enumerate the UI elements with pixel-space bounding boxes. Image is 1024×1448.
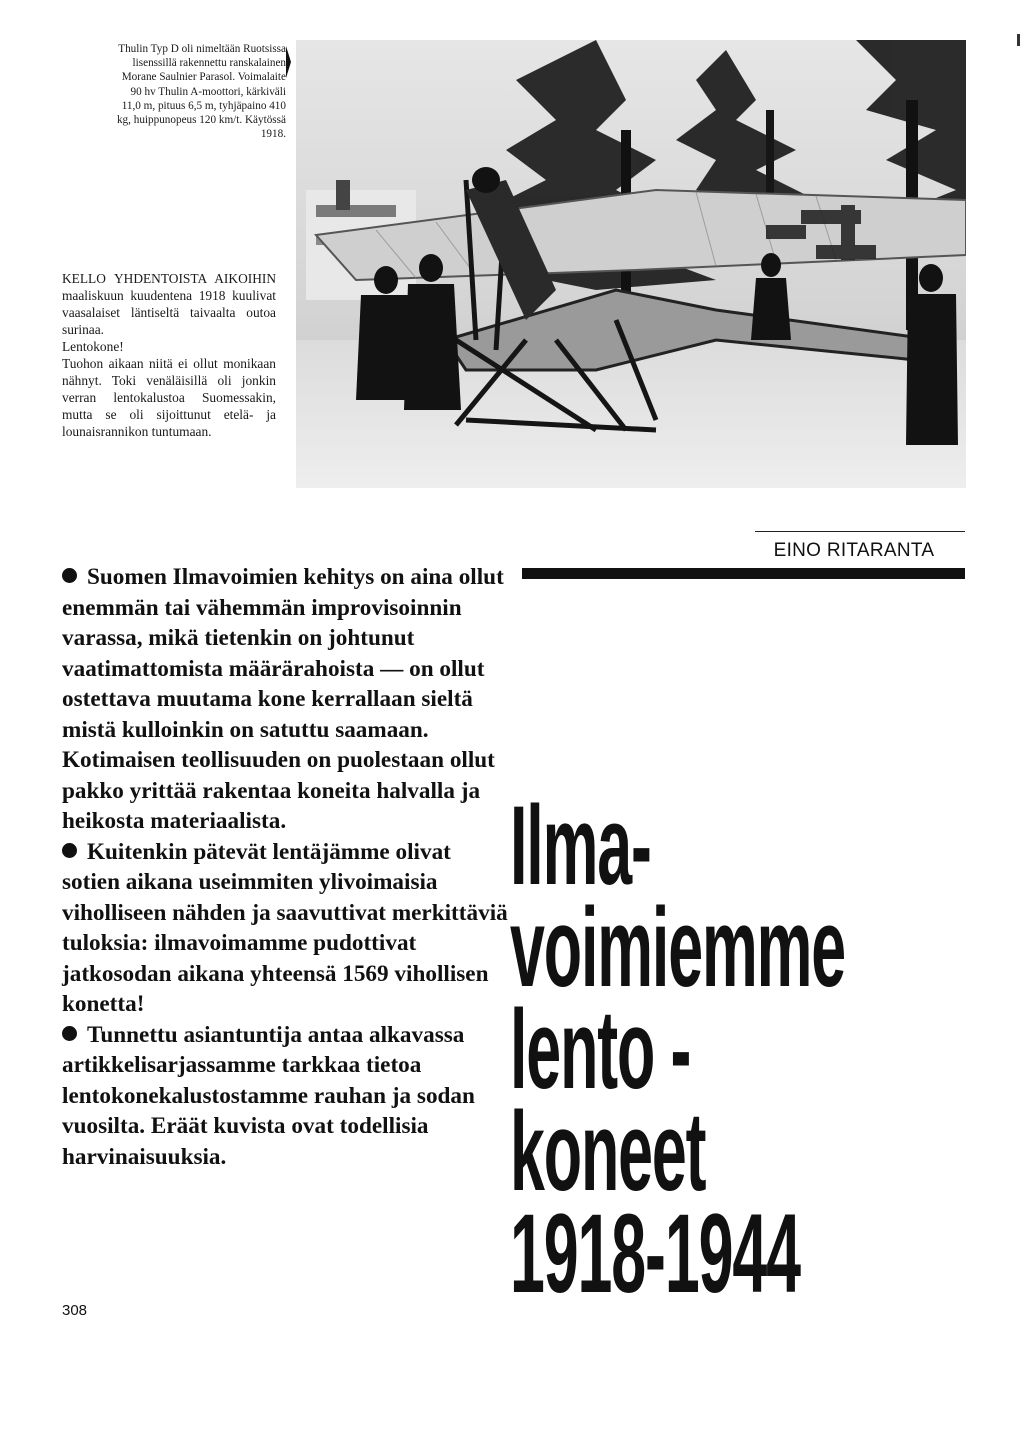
bullet-icon — [62, 1026, 77, 1041]
title-line: Ilma- — [510, 783, 651, 908]
title-line: koneet — [510, 1089, 706, 1214]
lead-paragraph-text: Kuitenkin pätevät lentäjämme olivat sotien aikana useimmiten ylivoimaisia viholliseen nähden ja saavuttivat merkittäviä tuloksia: ilmavoimamme pudottivat jatkosodan aikana yhteensä 1569 vihollisen konetta! — [62, 838, 508, 1017]
caption-line: lisenssillä rakennettu ranskalainen — [132, 57, 286, 70]
caption-pointer-icon — [286, 46, 291, 78]
article-title — [510, 783, 846, 1316]
caption-line: 90 hv Thulin A-moottori, kärkiväli — [130, 85, 286, 98]
intro-line: Tuohon aikaan niitä ei ollut monikaan nähnyt. Toki venäläisillä oli jonkin verran lentokalustoa Suomessakin, mutta se oli sijoittunut etelä- ja lounaisrannikon tuntumaan. — [62, 356, 276, 439]
author-name: EINO RITARANTA — [773, 540, 935, 561]
lead-text — [62, 562, 508, 1172]
lead-paragraph — [62, 837, 508, 1020]
caption-line: Thulin Typ D oli nimeltään Ruotsissa — [118, 43, 286, 55]
intro-column — [62, 270, 276, 440]
photo-caption — [58, 42, 286, 141]
lead-paragraph-text: Suomen Ilmavoimien kehitys on aina ollut enemmän tai vähemmän improvisoinnin varassa, mikä tietenkin on johtunut vaatimattomista määrärahoista — on ollut ostettava muutama kone kerrallaan sieltä mistä kulloinkin on satuttu saamaan. Kotimaisen teollisuuden on puolestaan ollut pakko yrittää rakentaa koneita halvalla ja heikosta materiaalista. — [62, 564, 504, 834]
caption-line: 1918. — [260, 128, 286, 141]
caption-line: 11,0 m, pituus 6,5 m, tyhjäpaino 410 — [121, 99, 286, 112]
edge-mark — [1017, 34, 1020, 46]
lead-paragraph-text: Tunnettu asiantuntija antaa alkavassa artikkelisarjassamme tarkkaa tietoa lentokonekalustostamme rauhan ja sodan vuosilta. Eräät kuvista ovat todellisia harvinaisuuksia. — [62, 1021, 475, 1170]
author-bar — [522, 568, 965, 579]
author-rule — [755, 531, 965, 532]
lead-paragraph — [62, 1020, 508, 1173]
photo-illustration — [296, 40, 966, 488]
caption-line: kg, huippunopeus 120 km/t. Käytössä — [116, 114, 286, 127]
title-line: lento - — [510, 987, 691, 1112]
page-number: 308 — [62, 1302, 88, 1319]
intro-lead: KELLO YHDENTOISTA AIKOIHIN maaliskuun kuudentena 1918 kuulivat vaasalaiset läntiseltä taivaalta outoa surinaa. — [62, 271, 276, 337]
title-line: 1918-1944 — [510, 1191, 800, 1316]
caption-line: Morane Saulnier Parasol. Voimalaite — [121, 71, 286, 84]
lead-paragraph — [62, 562, 508, 837]
aircraft-photo — [296, 40, 966, 488]
title-line: voimiemme — [510, 885, 846, 1010]
intro-line: Lentokone! — [62, 339, 124, 354]
bullet-icon — [62, 843, 77, 858]
bullet-icon — [62, 568, 77, 583]
